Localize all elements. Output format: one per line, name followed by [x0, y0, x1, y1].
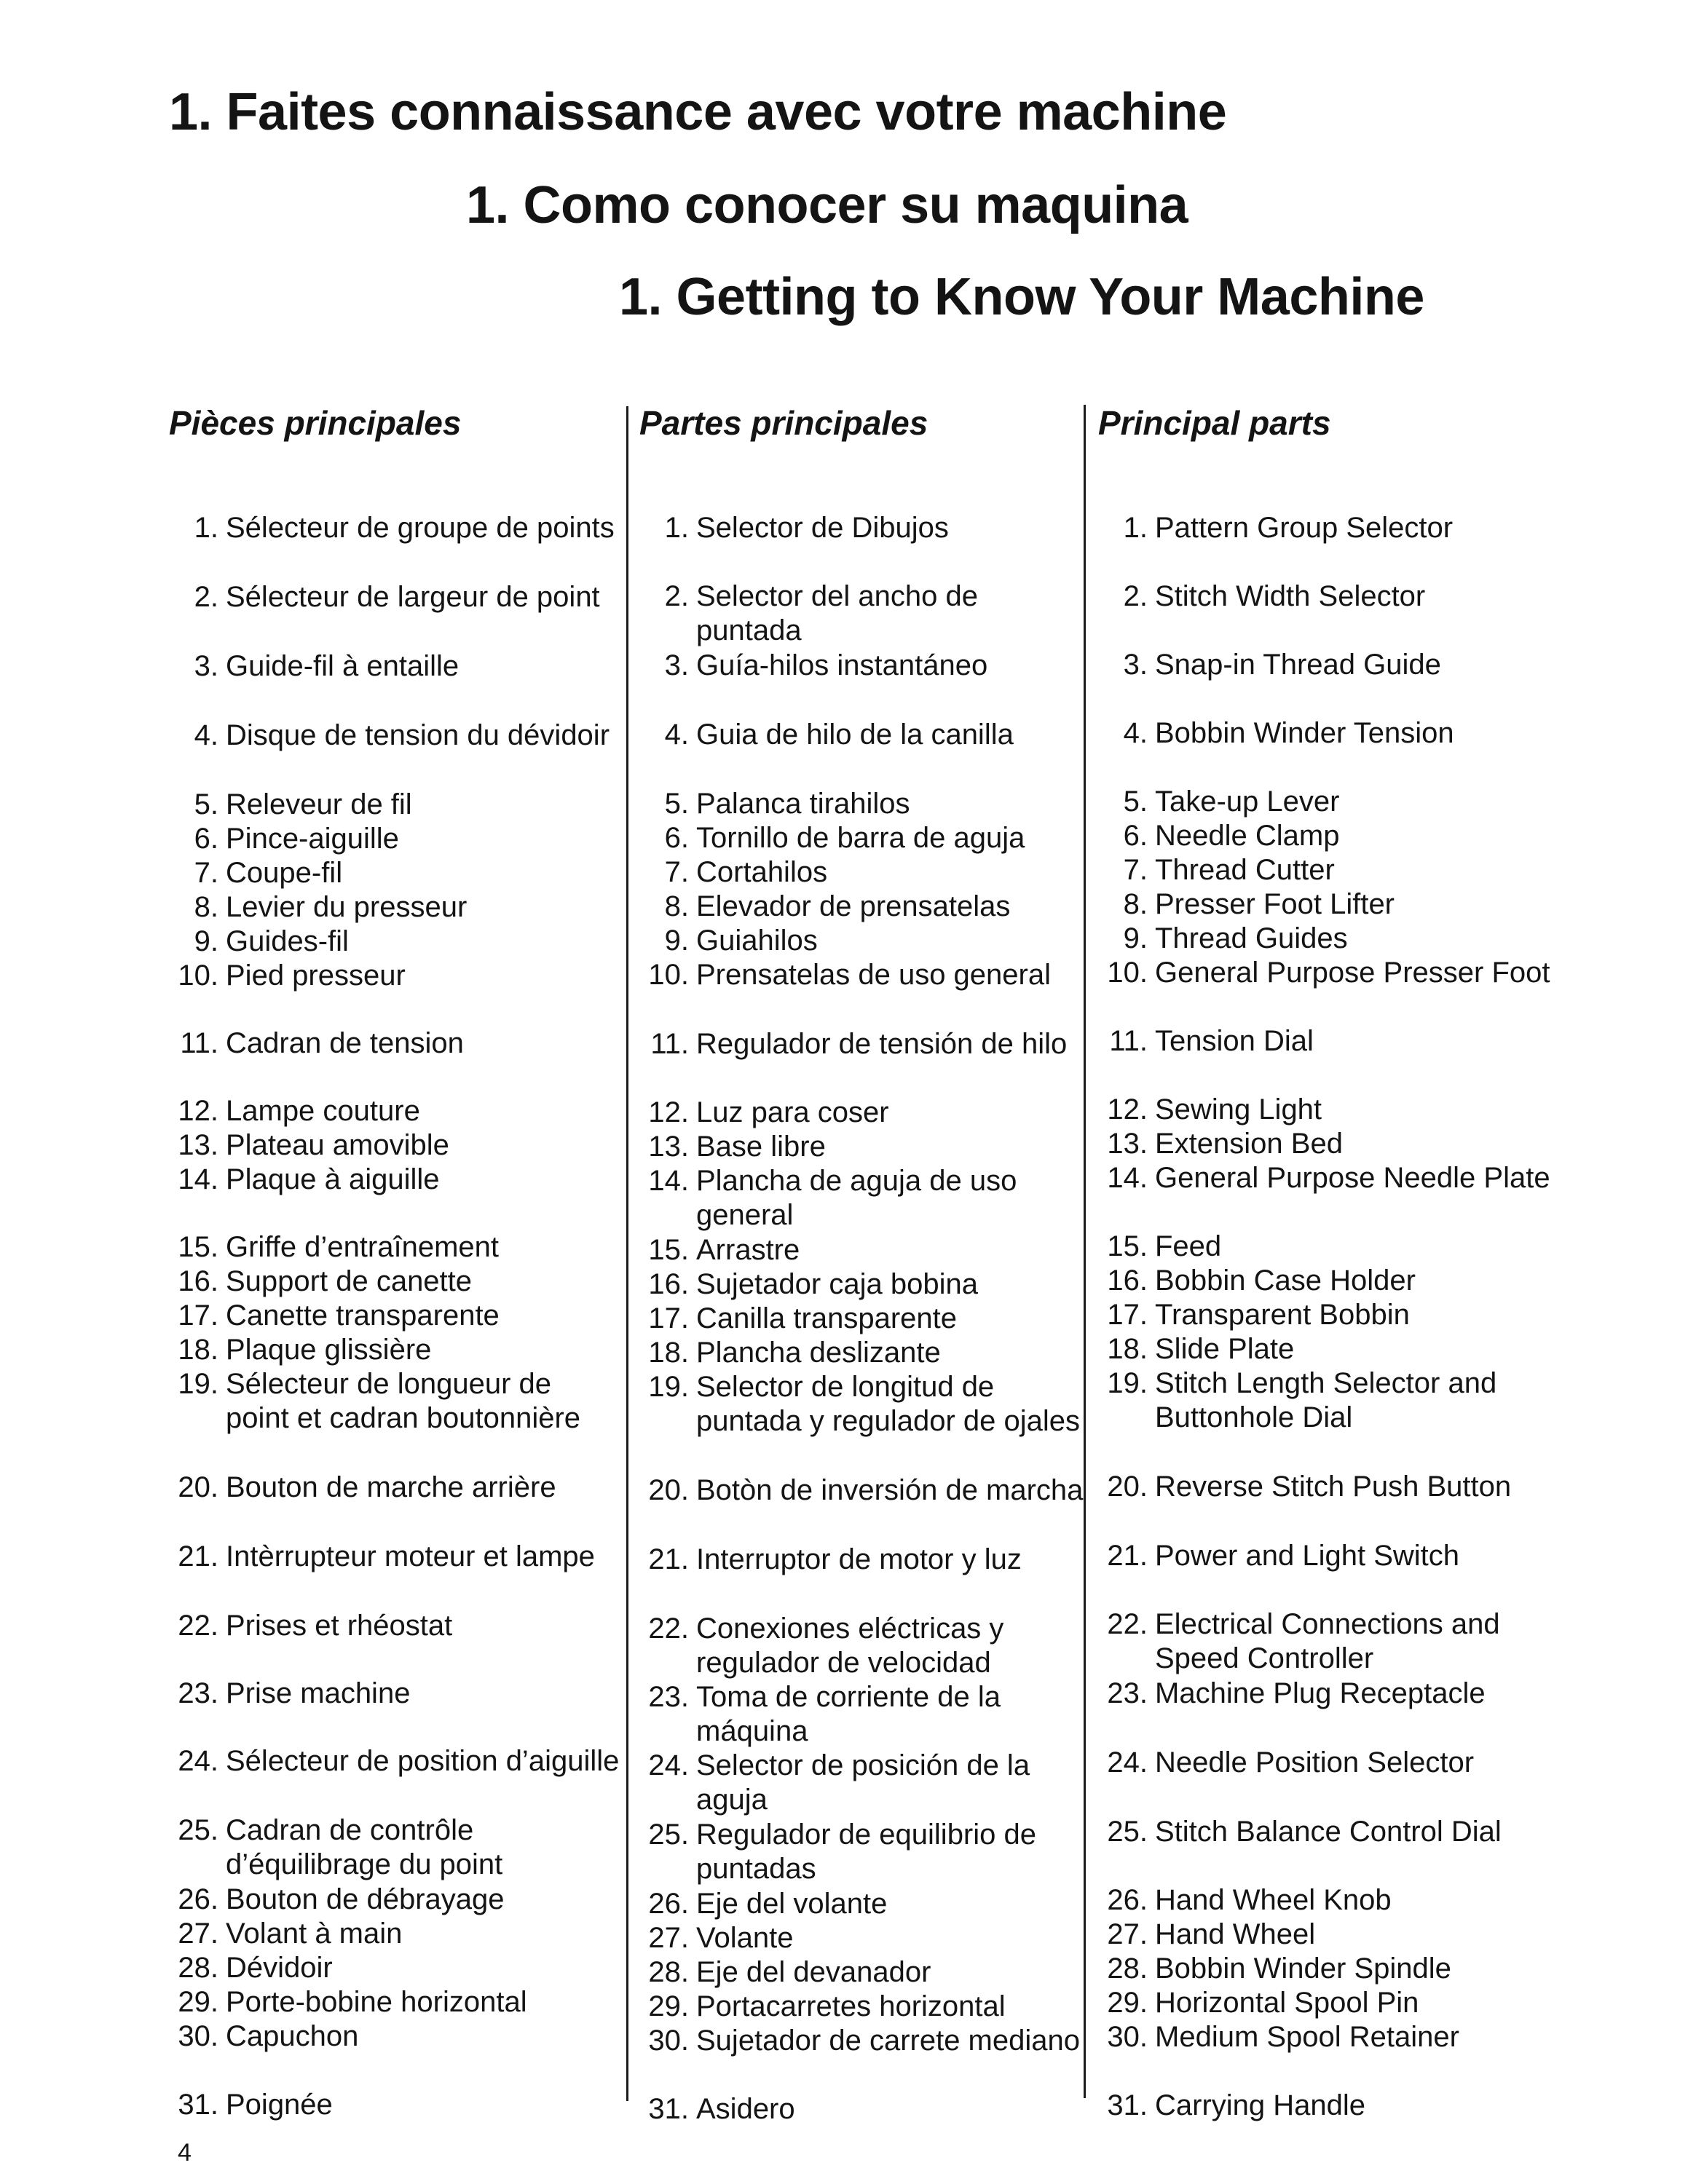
list-item	[169, 822, 620, 856]
item-number: 19.	[648, 1371, 689, 1403]
item-text: Needle Position Selector	[1155, 1746, 1475, 1779]
item-number: 12.	[648, 1096, 689, 1128]
item-number: 14.	[648, 1165, 689, 1197]
item-text: Cortahilos	[696, 856, 828, 888]
item-number: 10.	[1107, 957, 1148, 989]
item-number: 12.	[1107, 1093, 1148, 1125]
list-item	[169, 511, 620, 545]
item-number: 3.	[1123, 649, 1148, 681]
item-text: Coupe-fil	[226, 857, 343, 889]
item-text: Sujetador de carrete mediano	[696, 2025, 1080, 2057]
item-number: 18.	[178, 1334, 218, 1366]
item-number: 26.	[178, 1883, 218, 1915]
item-text: Cadran de tension	[226, 1027, 464, 1059]
list-item	[169, 890, 620, 925]
item-text: Poignée	[226, 2089, 333, 2121]
item-number: 19.	[1107, 1367, 1148, 1399]
item-number: 3.	[664, 649, 689, 681]
item-text: General Purpose Needle Plate	[1155, 1162, 1550, 1194]
item-text: Botòn de inversión de marcha	[696, 1474, 1084, 1506]
page-number: 4	[178, 2139, 192, 2167]
list-item	[1098, 1677, 1564, 1711]
item-text: Prise machine	[226, 1677, 411, 1709]
list-item	[169, 719, 620, 753]
list-item	[1098, 1161, 1564, 1195]
list-item	[1098, 853, 1564, 887]
list-item	[169, 580, 620, 614]
item-number: 8.	[664, 890, 689, 922]
item-number: 28.	[648, 1956, 689, 1988]
item-number: 1.	[1123, 512, 1148, 544]
item-number: 17.	[178, 1299, 218, 1332]
list-item	[169, 1265, 620, 1299]
item-number: 19.	[178, 1368, 218, 1400]
list-item	[1098, 1298, 1564, 1332]
item-text: Porte-bobine horizontal	[226, 1986, 527, 2018]
item-number: 24.	[1107, 1746, 1148, 1779]
item-number: 11.	[180, 1027, 218, 1059]
item-text: Bobbin Winder Tension	[1155, 717, 1454, 749]
item-text: Regulador de equilibrio de puntadas	[696, 1819, 1036, 1885]
list-item	[1098, 1952, 1564, 1986]
item-number: 18.	[648, 1337, 689, 1369]
item-number: 24.	[178, 1745, 218, 1777]
column-spanish	[639, 399, 1085, 2125]
item-number: 23.	[178, 1677, 218, 1709]
item-number: 3.	[194, 650, 218, 682]
item-text: Tension Dial	[1155, 1025, 1314, 1057]
item-number: 11.	[1109, 1025, 1148, 1057]
item-text: Hand Wheel	[1155, 1918, 1316, 1950]
list-item	[169, 1540, 620, 1574]
item-text: Sélecteur de largeur de point	[226, 581, 600, 613]
list-item	[639, 1473, 1085, 1508]
list-item	[639, 1955, 1085, 1990]
list-item	[169, 1917, 620, 1951]
item-number: 31.	[648, 2093, 689, 2125]
list-item	[1098, 1883, 1564, 1918]
list-item	[1098, 785, 1564, 819]
item-text: Guía-hilos instantáneo	[696, 649, 988, 681]
item-number: 9.	[1123, 922, 1148, 954]
item-number: 16.	[178, 1265, 218, 1297]
item-number: 8.	[194, 891, 218, 923]
item-text: Slide Plate	[1155, 1333, 1295, 1365]
list-item	[639, 649, 1085, 683]
item-number: 15.	[178, 1231, 218, 1263]
item-number: 21.	[178, 1540, 218, 1572]
item-text: Guia de hilo de la canilla	[696, 719, 1014, 751]
item-number: 8.	[1123, 888, 1148, 920]
list-item	[639, 855, 1085, 890]
list-item	[1098, 1815, 1564, 1849]
item-number: 11.	[650, 1028, 689, 1060]
list-item	[639, 1336, 1085, 1370]
list-item	[169, 649, 620, 684]
list-item	[639, 1612, 1085, 1680]
list-item	[1098, 1332, 1564, 1366]
column-heading: Partes principales	[639, 404, 928, 442]
list-item	[169, 1883, 620, 1917]
item-text: Thread Guides	[1155, 922, 1348, 954]
list-item	[639, 1921, 1085, 1955]
item-number: 27.	[648, 1922, 689, 1954]
item-text: Toma de corriente de la máquina	[696, 1681, 1001, 1747]
list-item	[1098, 819, 1564, 853]
item-number: 21.	[648, 1543, 689, 1575]
item-text: Interruptor de motor y luz	[696, 1543, 1022, 1575]
item-number: 6.	[1123, 820, 1148, 852]
item-number: 9.	[194, 925, 218, 957]
item-text: Take-up Lever	[1155, 786, 1340, 818]
item-number: 15.	[648, 1234, 689, 1266]
list-item	[639, 924, 1085, 958]
list-item	[1098, 648, 1564, 682]
column-english	[1098, 399, 1564, 2121]
item-text: Extension Bed	[1155, 1128, 1343, 1160]
list-item	[169, 1299, 620, 1333]
item-number: 25.	[1107, 1816, 1148, 1848]
item-text: Support de canette	[226, 1265, 473, 1297]
list-item	[169, 1677, 620, 1711]
list-item	[169, 2019, 620, 2054]
list-item	[1098, 1093, 1564, 1127]
list-item	[639, 1302, 1085, 1336]
item-number: 24.	[648, 1749, 689, 1781]
item-number: 28.	[178, 1952, 218, 1984]
item-number: 15.	[1107, 1230, 1148, 1262]
item-number: 17.	[648, 1302, 689, 1334]
list-item	[639, 1233, 1085, 1267]
item-number: 27.	[178, 1918, 218, 1950]
item-text: Horizontal Spool Pin	[1155, 1987, 1419, 2019]
item-text: Guides-fil	[226, 925, 349, 957]
item-text: Eje del devanador	[696, 1956, 931, 1988]
item-number: 20.	[648, 1474, 689, 1506]
item-text: Sujetador caja bobina	[696, 1268, 978, 1300]
item-text: Stitch Width Selector	[1155, 580, 1426, 612]
column-heading: Pièces principales	[169, 404, 462, 442]
item-number: 2.	[1123, 580, 1148, 612]
item-number: 17.	[1107, 1299, 1148, 1331]
item-text: Snap-in Thread Guide	[1155, 649, 1441, 681]
item-number: 14.	[1107, 1162, 1148, 1194]
item-number: 25.	[648, 1819, 689, 1851]
list-item	[639, 511, 1085, 545]
item-text: Stitch Length Selector and Buttonhole Dial	[1155, 1367, 1497, 1433]
item-number: 2.	[664, 580, 689, 612]
item-text: Intèrrupteur moteur et lampe	[226, 1540, 595, 1572]
item-number: 7.	[664, 856, 689, 888]
list-item	[169, 1951, 620, 1985]
list-item	[1098, 1366, 1564, 1435]
item-number: 12.	[178, 1095, 218, 1127]
item-text: Sélecteur de groupe de points	[226, 512, 615, 544]
item-text: Plancha de aguja de uso general	[696, 1165, 1017, 1231]
item-text: Asidero	[696, 2093, 795, 2125]
list-item	[1098, 1918, 1564, 1952]
list-item	[169, 925, 620, 959]
item-text: Dévidoir	[226, 1952, 333, 1984]
item-text: Palanca tirahilos	[696, 788, 910, 820]
list-item	[1098, 1607, 1564, 1676]
item-number: 29.	[648, 1990, 689, 2022]
list-item	[639, 1027, 1085, 1061]
list-item	[639, 821, 1085, 855]
item-number: 16.	[648, 1268, 689, 1300]
item-number: 4.	[1123, 717, 1148, 749]
item-text: Lampe couture	[226, 1095, 420, 1127]
item-number: 26.	[648, 1888, 689, 1920]
item-number: 29.	[1107, 1987, 1148, 2019]
item-number: 23.	[1107, 1677, 1148, 1709]
list-item	[1098, 716, 1564, 751]
item-text: Portacarretes horizontal	[696, 1990, 1006, 2022]
item-number: 31.	[1107, 2089, 1148, 2121]
item-number: 5.	[1123, 786, 1148, 818]
column-divider	[626, 406, 628, 2101]
item-text: Selector de longitud de puntada y regulador de ojales	[696, 1371, 1081, 1437]
list-item	[169, 856, 620, 890]
item-text: Needle Clamp	[1155, 820, 1340, 852]
item-text: Machine Plug Receptacle	[1155, 1677, 1486, 1709]
item-number: 23.	[648, 1681, 689, 1713]
item-text: Selector del ancho de puntada	[696, 580, 978, 646]
item-text: Base libre	[696, 1131, 826, 1163]
item-number: 5.	[664, 788, 689, 820]
item-text: Prises et rhéostat	[226, 1610, 453, 1642]
item-number: 10.	[178, 960, 218, 992]
item-text: Arrastre	[696, 1234, 800, 1266]
item-number: 28.	[1107, 1952, 1148, 1985]
item-text: Conexiones eléctricas y regulador de velocidad	[696, 1613, 1004, 1679]
item-number: 10.	[648, 959, 689, 991]
item-text: Prensatelas de uso general	[696, 959, 1051, 991]
item-number: 22.	[1107, 1608, 1148, 1640]
item-text: Thread Cutter	[1155, 854, 1335, 886]
item-text: Luz para coser	[696, 1096, 889, 1128]
list-item	[169, 1026, 620, 1061]
list-item	[169, 1367, 620, 1436]
list-item	[639, 1887, 1085, 1921]
list-item	[639, 1370, 1085, 1439]
item-text: Feed	[1155, 1230, 1222, 1262]
item-text: Stitch Balance Control Dial	[1155, 1816, 1502, 1848]
list-item	[639, 1267, 1085, 1302]
item-text: Plateau amovible	[226, 1129, 449, 1161]
item-text: Plaque à aiguille	[226, 1163, 440, 1195]
list-item	[1098, 1230, 1564, 1264]
item-text: Presser Foot Lifter	[1155, 888, 1395, 920]
list-item	[1098, 1746, 1564, 1780]
list-item	[639, 2092, 1085, 2126]
item-number: 26.	[1107, 1884, 1148, 1916]
item-number: 7.	[194, 857, 218, 889]
item-text: Guide-fil à entaille	[226, 650, 460, 682]
list-item	[1098, 1986, 1564, 2020]
item-text: Sélecteur de position d’aiguille	[226, 1745, 620, 1777]
item-number: 22.	[178, 1610, 218, 1642]
list-item	[639, 1096, 1085, 1130]
item-number: 31.	[178, 2089, 218, 2121]
item-text: Pied presseur	[226, 960, 406, 992]
item-text: Plancha deslizante	[696, 1337, 941, 1369]
item-text: Reverse Stitch Push Button	[1155, 1471, 1512, 1503]
list-item	[169, 1744, 620, 1779]
list-item	[169, 1163, 620, 1197]
item-text: Selector de Dibujos	[696, 512, 949, 544]
list-item	[1098, 922, 1564, 956]
item-text: Bobbin Winder Spindle	[1155, 1952, 1451, 1985]
list-item	[1098, 1264, 1564, 1298]
item-text: Tornillo de barra de aguja	[696, 822, 1025, 854]
list-item	[1098, 956, 1564, 990]
list-item	[1098, 1127, 1564, 1161]
list-item	[639, 1680, 1085, 1749]
item-number: 6.	[664, 822, 689, 854]
item-text: General Purpose Presser Foot	[1155, 957, 1550, 989]
item-text: Volante	[696, 1922, 794, 1954]
item-text: Releveur de fil	[226, 788, 412, 820]
list-item	[639, 1990, 1085, 2024]
list-item	[1098, 887, 1564, 922]
item-text: Power and Light Switch	[1155, 1540, 1460, 1572]
item-text: Griffe d’entraînement	[226, 1231, 500, 1263]
item-number: 29.	[178, 1986, 218, 2018]
list-item	[1098, 579, 1564, 614]
title-spanish: 1. Como conocer su maquina	[466, 176, 1188, 234]
title-french: 1. Faites connaissance avec votre machine	[169, 83, 1227, 141]
list-item	[169, 1333, 620, 1367]
item-number: 16.	[1107, 1265, 1148, 1297]
item-text: Guiahilos	[696, 925, 818, 957]
item-number: 13.	[178, 1129, 218, 1161]
item-number: 1.	[664, 512, 689, 544]
item-text: Elevador de prensatelas	[696, 890, 1011, 922]
item-number: 14.	[178, 1163, 218, 1195]
item-text: Volant à main	[226, 1918, 403, 1950]
item-number: 25.	[178, 1814, 218, 1846]
item-number: 30.	[648, 2025, 689, 2057]
list-item	[169, 1609, 620, 1643]
item-number: 7.	[1123, 854, 1148, 886]
item-number: 30.	[1107, 2021, 1148, 2053]
list-item	[1098, 1539, 1564, 1573]
item-text: Pince-aiguille	[226, 823, 399, 855]
item-number: 30.	[178, 2020, 218, 2052]
item-number: 27.	[1107, 1918, 1148, 1950]
item-text: Capuchon	[226, 2020, 359, 2052]
item-number: 6.	[194, 823, 218, 855]
item-text: Canilla transparente	[696, 1302, 957, 1334]
item-number: 22.	[648, 1613, 689, 1645]
list-item	[639, 1749, 1085, 1817]
list-item	[639, 1543, 1085, 1577]
item-text: Bobbin Case Holder	[1155, 1265, 1416, 1297]
item-number: 9.	[664, 925, 689, 957]
item-text: Disque de tension du dévidoir	[226, 719, 610, 751]
item-text: Eje del volante	[696, 1888, 888, 1920]
list-item	[1098, 2020, 1564, 2054]
item-number: 13.	[648, 1131, 689, 1163]
item-text: Regulador de tensión de hilo	[696, 1028, 1068, 1060]
item-number: 20.	[178, 1471, 218, 1503]
list-item	[1098, 511, 1564, 545]
list-item	[169, 1471, 620, 1505]
list-item	[639, 1130, 1085, 1164]
item-text: Medium Spool Retainer	[1155, 2021, 1459, 2053]
item-text: Transparent Bobbin	[1155, 1299, 1410, 1331]
column-french	[169, 399, 620, 2121]
item-number: 18.	[1107, 1333, 1148, 1365]
item-text: Sewing Light	[1155, 1093, 1322, 1125]
list-item	[639, 1818, 1085, 1886]
item-number: 5.	[194, 788, 218, 820]
list-item	[639, 1164, 1085, 1233]
item-number: 21.	[1107, 1540, 1148, 1572]
list-item	[639, 579, 1085, 648]
list-item	[1098, 1024, 1564, 1059]
list-item	[169, 1985, 620, 2019]
item-number: 2.	[194, 581, 218, 613]
item-number: 20.	[1107, 1471, 1148, 1503]
list-item	[639, 718, 1085, 752]
item-number: 1.	[194, 512, 218, 544]
list-item	[169, 2088, 620, 2122]
item-text: Electrical Connections and Speed Controller	[1155, 1608, 1500, 1674]
list-item	[639, 2024, 1085, 2058]
title-english: 1. Getting to Know Your Machine	[619, 268, 1424, 326]
list-item	[169, 1230, 620, 1265]
item-number: 4.	[194, 719, 218, 751]
list-item	[639, 890, 1085, 924]
item-text: Hand Wheel Knob	[1155, 1884, 1392, 1916]
list-item	[639, 958, 1085, 992]
list-item	[169, 1813, 620, 1882]
list-item	[639, 787, 1085, 821]
item-text: Bouton de marche arrière	[226, 1471, 556, 1503]
list-item	[1098, 1470, 1564, 1504]
item-number: 4.	[664, 719, 689, 751]
list-item	[169, 959, 620, 993]
item-text: Bouton de débrayage	[226, 1883, 505, 1915]
list-item	[169, 788, 620, 822]
list-item	[169, 1094, 620, 1128]
item-number: 13.	[1107, 1128, 1148, 1160]
item-text: Selector de posición de la aguja	[696, 1749, 1030, 1816]
list-item	[1098, 2089, 1564, 2123]
item-text: Canette transparente	[226, 1299, 500, 1332]
item-text: Cadran de contrôle d’équilibrage du point	[226, 1814, 503, 1880]
column-heading: Principal parts	[1098, 404, 1331, 442]
item-text: Sélecteur de longueur de point et cadran boutonnière	[226, 1368, 581, 1434]
item-text: Levier du presseur	[226, 891, 468, 923]
list-item	[169, 1128, 620, 1163]
item-text: Carrying Handle	[1155, 2089, 1366, 2121]
item-text: Plaque glissière	[226, 1334, 432, 1366]
item-text: Pattern Group Selector	[1155, 512, 1454, 544]
